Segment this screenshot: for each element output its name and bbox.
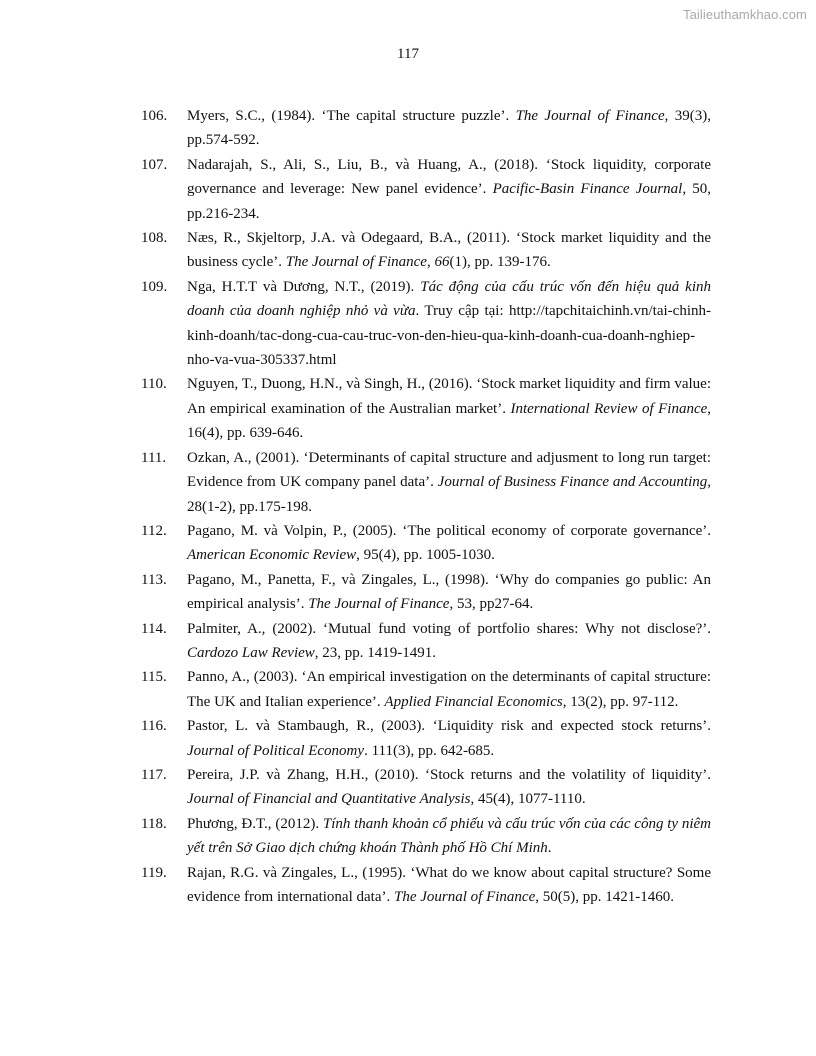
reference-text [187,446,711,519]
reference-item [141,568,711,617]
reference-number: 117. [141,766,167,783]
reference-segment: , 50, pp.216-234. [187,181,712,222]
reference-segment: Pagano, M., Panetta, F., và Zingales, L., (1998). ‘Why do companies go public: An empirical analysis’. [187,571,711,613]
reference-text [187,714,711,763]
reference-italic-segment: American Economic Review [187,547,357,564]
reference-item [141,275,711,373]
reference-segment: Nga, H.T.T và Dương, N.T., (2019). [187,278,421,295]
reference-text [187,568,711,617]
reference-item [141,372,711,445]
reference-item [141,763,711,812]
reference-segment: , 16(4), pp. 639-646. [187,400,712,442]
page-number: 117 [397,46,419,62]
reference-segment: Panno, A., (2003). ‘An empirical investigation on the determinants of capital structure: The UK and Italian experience’. [187,669,711,710]
reference-item [141,812,711,861]
reference-number: 106. [141,108,168,124]
reference-number: 108. [141,230,168,247]
reference-number: 109. [141,278,168,295]
reference-text [187,226,711,275]
reference-number: 107. [141,156,168,173]
reference-segment: Palmiter, A., (2002). ‘Mutual fund voting of portfolio shares: Why not disclose?’. [187,620,711,637]
reference-italic-segment: International Review of Finance [510,400,708,417]
reference-italic-segment: Cardozo Law Review [187,644,315,661]
reference-segment: Phương, Đ.T., (2012). [187,815,323,832]
reference-segment: , 45(4), 1077-1110. [470,791,586,808]
reference-italic-segment: Tác động của cấu trúc vốn đến hiệu quả kinh doanh của doanh nghiệp nhỏ và vừa [187,278,711,320]
reference-text [187,763,711,812]
reference-segment: (1), pp. 139-176. [449,254,551,271]
reference-number: 112. [141,522,167,539]
reference-segment: Næs, R., Skjeltorp, J.A. và Odegaard, B.A., (2011). ‘Stock market liquidity and the business cycle’. [187,230,711,271]
reference-italic-segment: The Journal of Finance [394,889,536,905]
reference-item [141,446,711,519]
reference-segment: , 28(1-2), pp.175-198. [187,474,711,515]
reference-number: 114. [141,620,167,637]
reference-number: 110. [141,376,167,393]
reference-text [187,665,711,714]
reference-italic-segment: Applied Financial Economics [384,693,563,710]
reference-italic-segment: Journal of Financial and Quantitative Analysis [187,791,471,808]
reference-segment: . 111(3), pp. 642-685. [364,742,495,759]
reference-segment: Pastor, L. và Stambaugh, R., (2003). ‘Liquidity risk and expected stock returns’. [187,718,711,735]
reference-segment: Ozkan, A., (2001). ‘Determinants of capital structure and adjusment to long run target: Evidence from UK company panel data’. [187,449,711,491]
reference-segment: , 53, pp27-64. [449,596,534,613]
reference-segment: Pereira, J.P. và Zhang, H.H., (2010). ‘Stock returns and the volatility of liquidity’. [187,766,711,783]
reference-item [141,104,711,153]
reference-segment: Myers, S.C., (1984). ‘The capital structure puzzle’. [187,108,516,124]
reference-number: 116. [141,718,167,735]
reference-number: 111. [141,449,167,466]
reference-text [187,617,711,666]
reference-item [141,714,711,763]
reference-italic-segment: Tính thanh khoản cổ phiếu và cấu trúc vốn của các công ty niêm yết trên Sở Giao dịch chứng khoán Thành phố Hồ Chí Minh [187,815,711,857]
reference-segment: , 13(2), pp. 97-112. [562,693,679,710]
reference-item [141,861,711,910]
reference-italic-segment: Journal of Business Finance and Accounting [437,474,708,491]
reference-italic-segment: The Journal of Finance [285,254,427,271]
reference-italic-segment: The Journal of Finance [515,108,665,124]
reference-text [187,812,711,861]
reference-item [141,153,711,226]
reference-text [187,861,711,910]
reference-segment: Nguyen, T., Duong, H.N., và Singh, H., (2016). ‘Stock market liquidity and firm value: An empirical examination of the Australian market’. [187,376,711,417]
reference-segment: , 39(3), pp.574-592. [187,108,711,149]
reference-segment: Pagano, M. và Volpin, P., (2005). ‘The political economy of corporate governance’. [187,522,711,539]
reference-list [141,104,711,909]
reference-segment: . Truy cập tại: http://tapchitaichinh.vn/tai-chinh-kinh-doanh/tac-dong-cua-cau-truc-von-den-hieu-qua-kinh-doanh-cua-doanh-nghiep-nho-va-vua-305337.html [187,303,711,369]
reference-item [141,226,711,275]
reference-italic-segment: Journal of Political Economy [187,742,365,759]
reference-number: 115. [141,669,167,686]
reference-italic-segment: The Journal of Finance [308,596,450,613]
reference-number: 119. [141,864,167,881]
reference-italic-segment: Pacific-Basin Finance Journal [492,181,683,198]
reference-segment: , 50(5), pp. 1421-1460. [535,889,674,905]
reference-item [141,617,711,666]
reference-item [141,519,711,568]
reference-italic-segment: 66 [434,254,450,271]
reference-segment: , 95(4), pp. 1005-1030. [356,547,495,564]
reference-segment: , [426,254,435,271]
reference-text [187,275,711,373]
reference-segment: Nadarajah, S., Ali, S., Liu, B., và Huang, A., (2018). ‘Stock liquidity, corporate governance and leverage: New panel evidence’. [187,156,711,198]
reference-segment: , 23, pp. 1419-1491. [314,644,437,661]
reference-item [141,665,711,714]
reference-segment: . [547,840,552,857]
reference-segment: Rajan, R.G. và Zingales, L., (1995). ‘What do we know about capital structure? Some evidence from international data’. [187,864,711,905]
reference-text [187,372,711,445]
reference-text [187,519,711,568]
watermark-text: Tailieuthamkhao.com [682,7,807,22]
reference-number: 118. [141,815,167,832]
reference-text [187,153,711,226]
reference-text [187,104,711,153]
reference-number: 113. [141,571,167,588]
